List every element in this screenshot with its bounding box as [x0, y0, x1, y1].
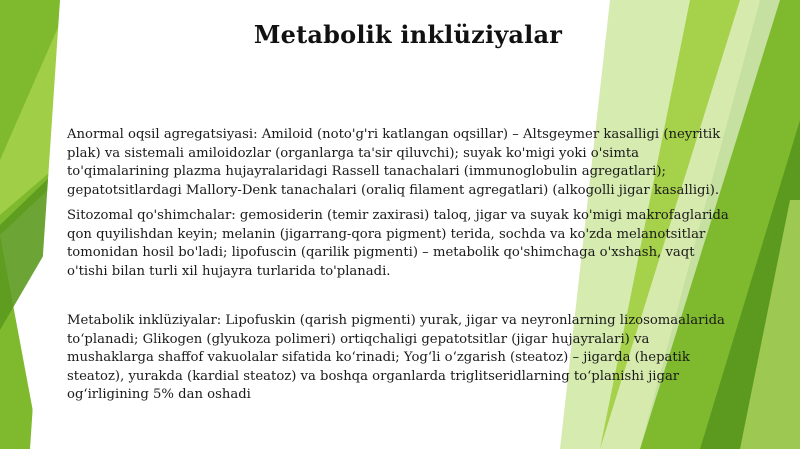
slide-title: Metabolik inklüziyalar — [253, 20, 563, 49]
paragraph-abnormal-protein-aggregation: Anormal oqsil agregatsiyasi: Amiloid (noto'g'ri katlangan oqsillar) – Altsgeymer kasalligi (neyritik plak) va sistemali amiloidozlar (organlarga ta'sir qiluvchi); suyak ko'migi yoki o'simta to'qimalarining plazma hujayralaridagi Rassell tanachalari (immunoglobulin agregatlari); gepatotsitlardagi Mallory-Denk tanachalari (oraliq filament agregatlari) (alkogolli jigar kasalligi). — [67, 127, 721, 198]
paragraph-cytosomal-inclusions: Sitozomal qo'shimchalar: gemosiderin (temir zaxirasi) taloq, jigar va suyak ko'migi makrofaglarida qon quyilishdan keyin; melanin (jigarrang-qora pigment) terida, sochda va ko'zda melanotsitlar tomonidan hosil bo'ladi; lipofuscin (qarilik pigmenti) – metabolik qo'shimchaga o'xshash, vaqt o'tishi bilan turli xil hujayra turlarida to'planadi. — [67, 208, 729, 279]
slide-body — [67, 126, 732, 405]
paragraph-metabolic-inclusions: Metabolik inklüziyalar: Lipofuskin (qarish pigmenti) yurak, jigar va neyronlarning lizosomaalarida to‘planadi; Glikogen (glyukoza polimeri) ortiqchaligi gepatotsitlar (jigar hujayralari) va mushaklarga shaffof vakuolalar sifatida ko‘rinadi; Yog‘li o‘zgarish (steatoz) – jigarda (hepatik steatoz), yurakda (kardial steatoz) va boshqa organlarda triglitseridlarning to‘planishi jigar og‘irligining 5% dan oshadi — [67, 313, 725, 402]
